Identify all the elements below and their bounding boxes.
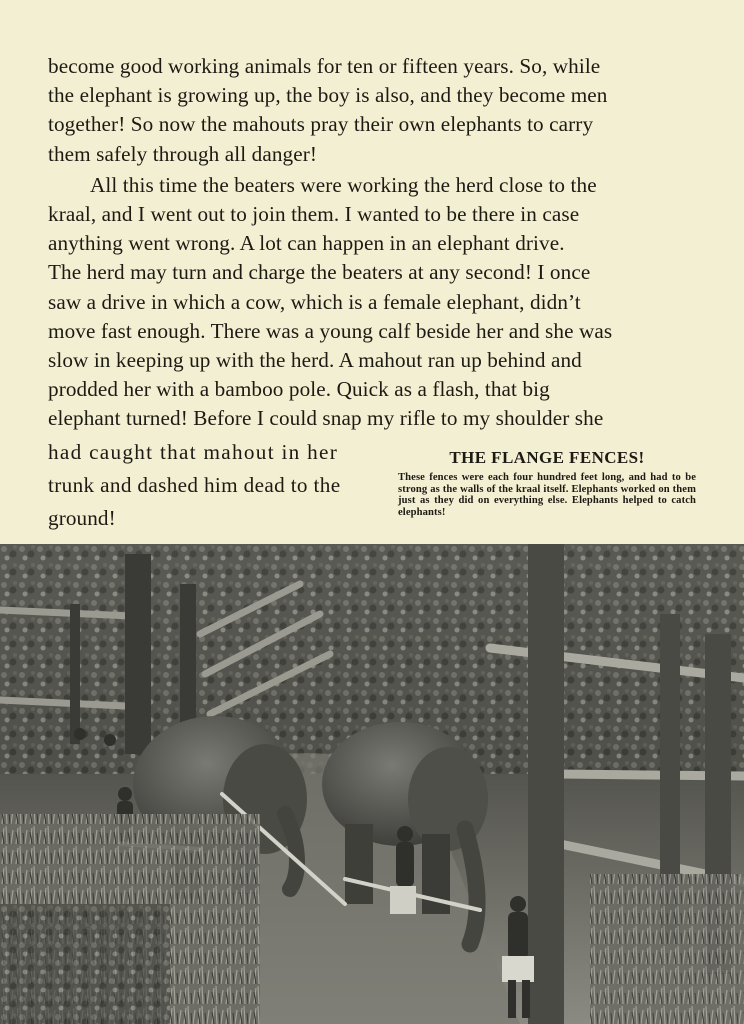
text-line: had caught that mahout in her [48, 440, 339, 464]
paragraph-2-continuation [48, 436, 388, 535]
text-line: elephant turned! Before I could snap my rifle to my shoulder she [48, 406, 604, 431]
text-line: kraal, and I went out to join them. I wanted to be there in case [48, 202, 580, 227]
photo-caption [398, 448, 696, 518]
text-line: The herd may turn and charge the beaters at any second! I once [48, 260, 591, 285]
text-line: anything went wrong. A lot can happen in an elephant drive. [48, 231, 565, 256]
text-line: them safely through all danger! [48, 141, 318, 166]
text-line: together! So now the mahouts pray their own elephants to carry [48, 112, 594, 137]
text-line: All this time the beaters were working the herd close to the [90, 172, 597, 197]
text-line: the elephant is growing up, the boy is also, and they become men [48, 83, 608, 108]
text-line: move fast enough. There was a young calf beside her and she was [48, 318, 613, 343]
paragraph-1 [48, 52, 694, 169]
caption-title: THE FLANGE FENCES! [449, 448, 645, 467]
text-line: slow in keeping up with the herd. A mahout ran up behind and [48, 348, 582, 373]
main-text-block [48, 52, 694, 434]
text-line: prodded her with a bamboo pole. Quick as a flash, that big [48, 377, 550, 402]
text-line: ground! [48, 506, 116, 530]
text-line: become good working animals for ten or fifteen years. So, while [48, 54, 601, 78]
paragraph-2 [48, 171, 694, 434]
caption-text: These fences were each four hundred feet long, and had to be strong as the walls of the kraal itself. Elephants worked on them just as they did on everything else. Elephants helped to catch elephants! [398, 472, 696, 518]
text-line: saw a drive in which a cow, which is a female elephant, didn’t [48, 289, 581, 314]
text-line: trunk and dashed him dead to the [48, 473, 341, 497]
elephants-photograph [0, 544, 744, 1024]
